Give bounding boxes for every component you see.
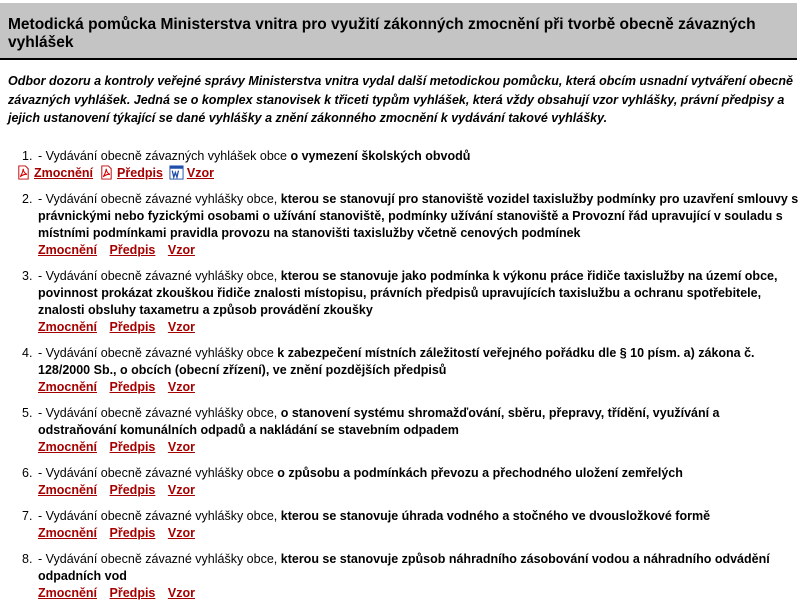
- item-prefix: - Vydávání obecně závazné vyhlášky obce,: [38, 269, 278, 283]
- list-item: [0, 191, 800, 259]
- item-links: [16, 165, 800, 182]
- item-number: 5.: [22, 406, 33, 420]
- item-subject: o stanovení systému shromažďování, sběru, přepravy, třídění, využívání a odstraňování komunálních odpadů a nakládání se stavebním odpadem: [38, 406, 720, 437]
- zmocneni-link[interactable]: Zmocnění: [38, 243, 98, 257]
- predpis-link[interactable]: Předpis: [109, 526, 156, 540]
- pdf-icon: [16, 165, 31, 180]
- item-subject: o vymezení školských obvodů: [290, 149, 471, 163]
- vyhlasky-list: [0, 148, 800, 611]
- predpis-link[interactable]: Předpis: [109, 243, 156, 257]
- item-subject: kterou se stanovuje jako podmínka k výkonu práce řidiče taxislužby na území obce, povinnost prokázat zkouškou řidiče znalosti místopisu, právních předpisů upravujících taxislužbu a ochranu spotřebitele, znalosti obsluhy taxametru a způsob provádění zkoušky: [38, 269, 778, 317]
- item-number: 1.: [22, 149, 33, 163]
- item-prefix: - Vydávání obecně závazné vyhlášky obce: [38, 466, 274, 480]
- item-prefix: - Vydávání obecně závazných vyhlášek obce: [38, 149, 287, 163]
- item-links: [38, 242, 800, 259]
- list-item: [0, 148, 800, 182]
- item-links: [38, 585, 800, 602]
- list-item: [0, 405, 800, 456]
- list-item: [0, 551, 800, 602]
- predpis-link[interactable]: Předpis: [109, 440, 156, 454]
- zmocneni-link[interactable]: Zmocnění: [38, 380, 98, 394]
- item-prefix: - Vydávání obecně závazné vyhlášky obce,: [38, 406, 278, 420]
- item-number: 6.: [22, 466, 33, 480]
- predpis-link[interactable]: Předpis: [117, 166, 163, 180]
- item-number: 8.: [22, 552, 33, 566]
- item-prefix: - Vydávání obecně závazné vyhlášky obce,: [38, 509, 278, 523]
- pdf-icon: [99, 165, 114, 180]
- item-links: [38, 482, 800, 499]
- vzor-link[interactable]: Vzor: [167, 380, 195, 394]
- predpis-link[interactable]: Předpis: [109, 586, 156, 600]
- zmocneni-link[interactable]: Zmocnění: [38, 483, 98, 497]
- vzor-link[interactable]: Vzor: [167, 320, 195, 334]
- zmocneni-link[interactable]: Zmocnění: [34, 166, 94, 180]
- item-prefix: - Vydávání obecně závazné vyhlášky obce: [38, 346, 274, 360]
- item-links: [38, 439, 800, 456]
- item-number: 2.: [22, 192, 33, 206]
- item-number: 7.: [22, 509, 33, 523]
- item-subject: kterou se stanovuje úhrada vodného a stočného ve dvousložkové formě: [280, 509, 711, 523]
- item-prefix: - Vydávání obecně závazné vyhlášky obce,: [38, 552, 278, 566]
- vzor-link[interactable]: Vzor: [167, 440, 195, 454]
- list-item: [0, 345, 800, 396]
- vzor-link[interactable]: Vzor: [186, 166, 214, 180]
- item-links: [38, 379, 800, 396]
- list-item: [0, 465, 800, 499]
- item-subject: o způsobu a podmínkách převozu a přechodného uložení zemřelých: [277, 466, 683, 480]
- item-number: 4.: [22, 346, 33, 360]
- intro-paragraph: Odbor dozoru a kontroly veřejné správy Ministerstva vnitra vydal další metodickou pomůcku, která obcím usnadní vytváření obecně závazných vyhlášek. Jedná se o komplex stanovisek k třiceti typům vyhlášek, která vždy obsahují vzor vyhlášky, právní předpisy a jejich ustanovení týkající se dané vyhlášky a znění zákonného zmocnění k vydávání takové vyhlášky.: [8, 74, 793, 125]
- list-item: [0, 268, 800, 336]
- vzor-link[interactable]: Vzor: [167, 483, 195, 497]
- zmocneni-link[interactable]: Zmocnění: [38, 526, 98, 540]
- predpis-link[interactable]: Předpis: [109, 483, 156, 497]
- title-bar: [0, 3, 797, 60]
- page-title: Metodická pomůcka Ministerstva vnitra pro využití zákonných zmocnění při tvorbě obecně závazných vyhlášek: [8, 16, 756, 51]
- word-icon: [169, 165, 184, 180]
- vzor-link[interactable]: Vzor: [167, 526, 195, 540]
- list-item: [0, 508, 800, 542]
- vzor-link[interactable]: Vzor: [167, 586, 195, 600]
- item-subject: kterou se stanovuje způsob náhradního zásobování vodou a náhradního odvádění odpadních vod: [38, 552, 770, 583]
- predpis-link[interactable]: Předpis: [109, 320, 156, 334]
- item-subject: k zabezpečení místních záležitostí veřejného pořádku dle § 10 písm. a) zákona č. 128/2000 Sb., o obcích (obecní zřízení), ve znění pozdějších předpisů: [38, 346, 755, 377]
- zmocneni-link[interactable]: Zmocnění: [38, 320, 98, 334]
- item-links: [38, 525, 800, 542]
- vzor-link[interactable]: Vzor: [167, 243, 195, 257]
- item-subject: kterou se stanovují pro stanoviště vozidel taxislužby podmínky pro uzavření smlouvy s právnickými nebo fyzickými osobami o užívání stanoviště, podmínky užívání stanoviště a Provozní řád upravující v souladu s místními podmínkami pravidla provozu na stanovišti taxislužby včetně cenových podmínek: [38, 192, 799, 240]
- item-prefix: - Vydávání obecně závazné vyhlášky obce,: [38, 192, 278, 206]
- item-links: [38, 319, 800, 336]
- zmocneni-link[interactable]: Zmocnění: [38, 586, 98, 600]
- item-number: 3.: [22, 269, 33, 283]
- predpis-link[interactable]: Předpis: [109, 380, 156, 394]
- zmocneni-link[interactable]: Zmocnění: [38, 440, 98, 454]
